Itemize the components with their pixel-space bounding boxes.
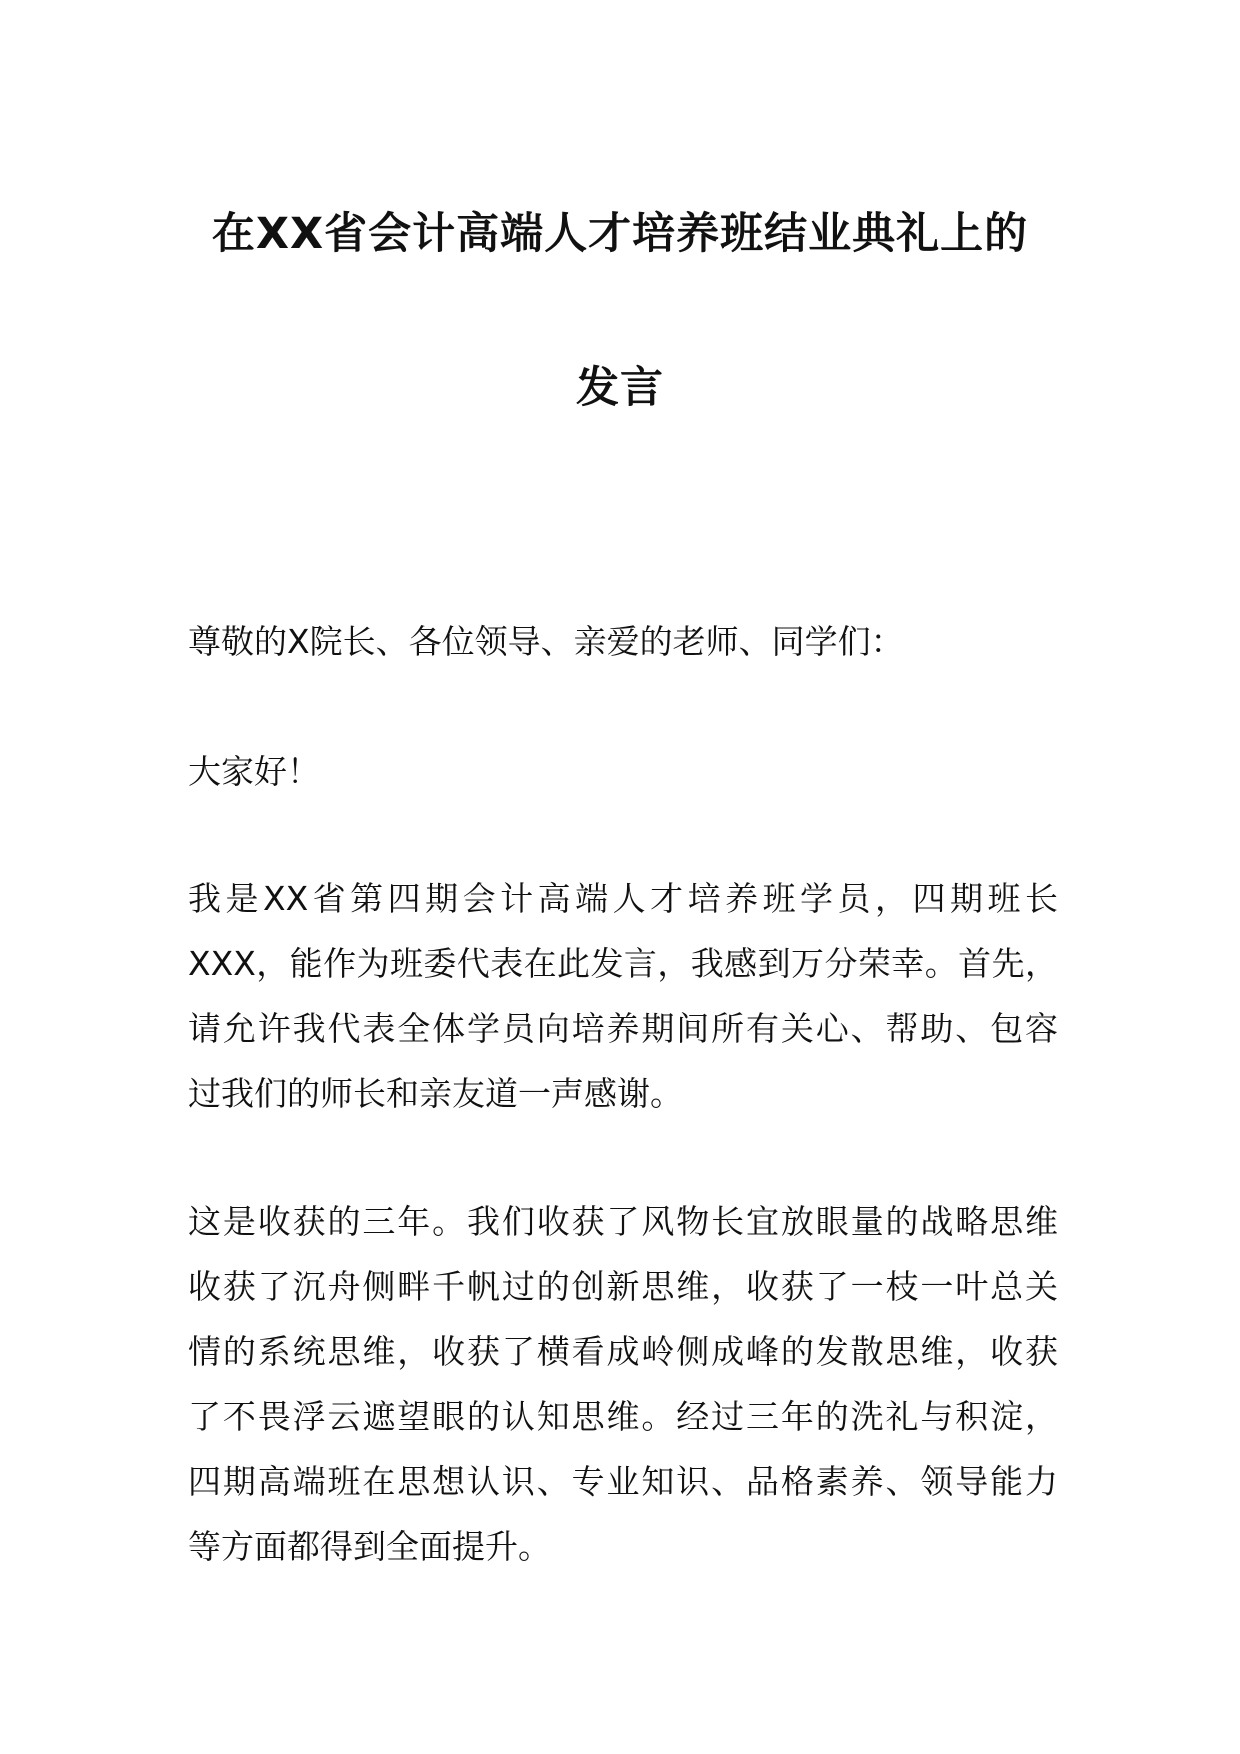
document-title-line-2: 发言 — [576, 363, 664, 413]
salutation-text: 尊敬的X院长、各位领导、亲爱的老师、同学们： — [188, 622, 904, 661]
document-title-line-1: 在XX省会计高端人才培养班结业典礼上的 — [211, 209, 1029, 259]
greeting-paragraph — [188, 739, 1058, 804]
intro-line: XXX，能作为班委代表在此发言，我感到万分荣幸。首先， — [188, 944, 1058, 983]
harvest-line: 收获了沉舟侧畔千帆过的创新思维，收获了一枝一叶总关 — [188, 1267, 1058, 1306]
harvest-line: 等方面都得到全面提升。 — [188, 1527, 551, 1566]
harvest-line: 这是收获的三年。我们收获了风物长宜放眼量的战略思维 — [188, 1202, 1058, 1241]
intro-paragraph — [188, 866, 1058, 1126]
intro-line: 我是XX省第四期会计高端人才培养班学员，四期班长 — [188, 879, 1058, 918]
harvest-line: 了不畏浮云遮望眼的认知思维。经过三年的洗礼与积淀， — [188, 1397, 1058, 1436]
harvest-line: 四期高端班在思想认识、专业知识、品格素养、领导能力 — [188, 1462, 1058, 1501]
intro-line: 过我们的师长和亲友道一声感谢。 — [188, 1074, 683, 1113]
salutation-paragraph — [188, 609, 1058, 674]
harvest-line: 情的系统思维，收获了横看成岭侧成峰的发散思维，收获 — [188, 1332, 1058, 1371]
greeting-text: 大家好！ — [188, 752, 320, 791]
intro-line: 请允许我代表全体学员向培养期间所有关心、帮助、包容 — [188, 1009, 1058, 1048]
harvest-paragraph — [188, 1189, 1058, 1579]
